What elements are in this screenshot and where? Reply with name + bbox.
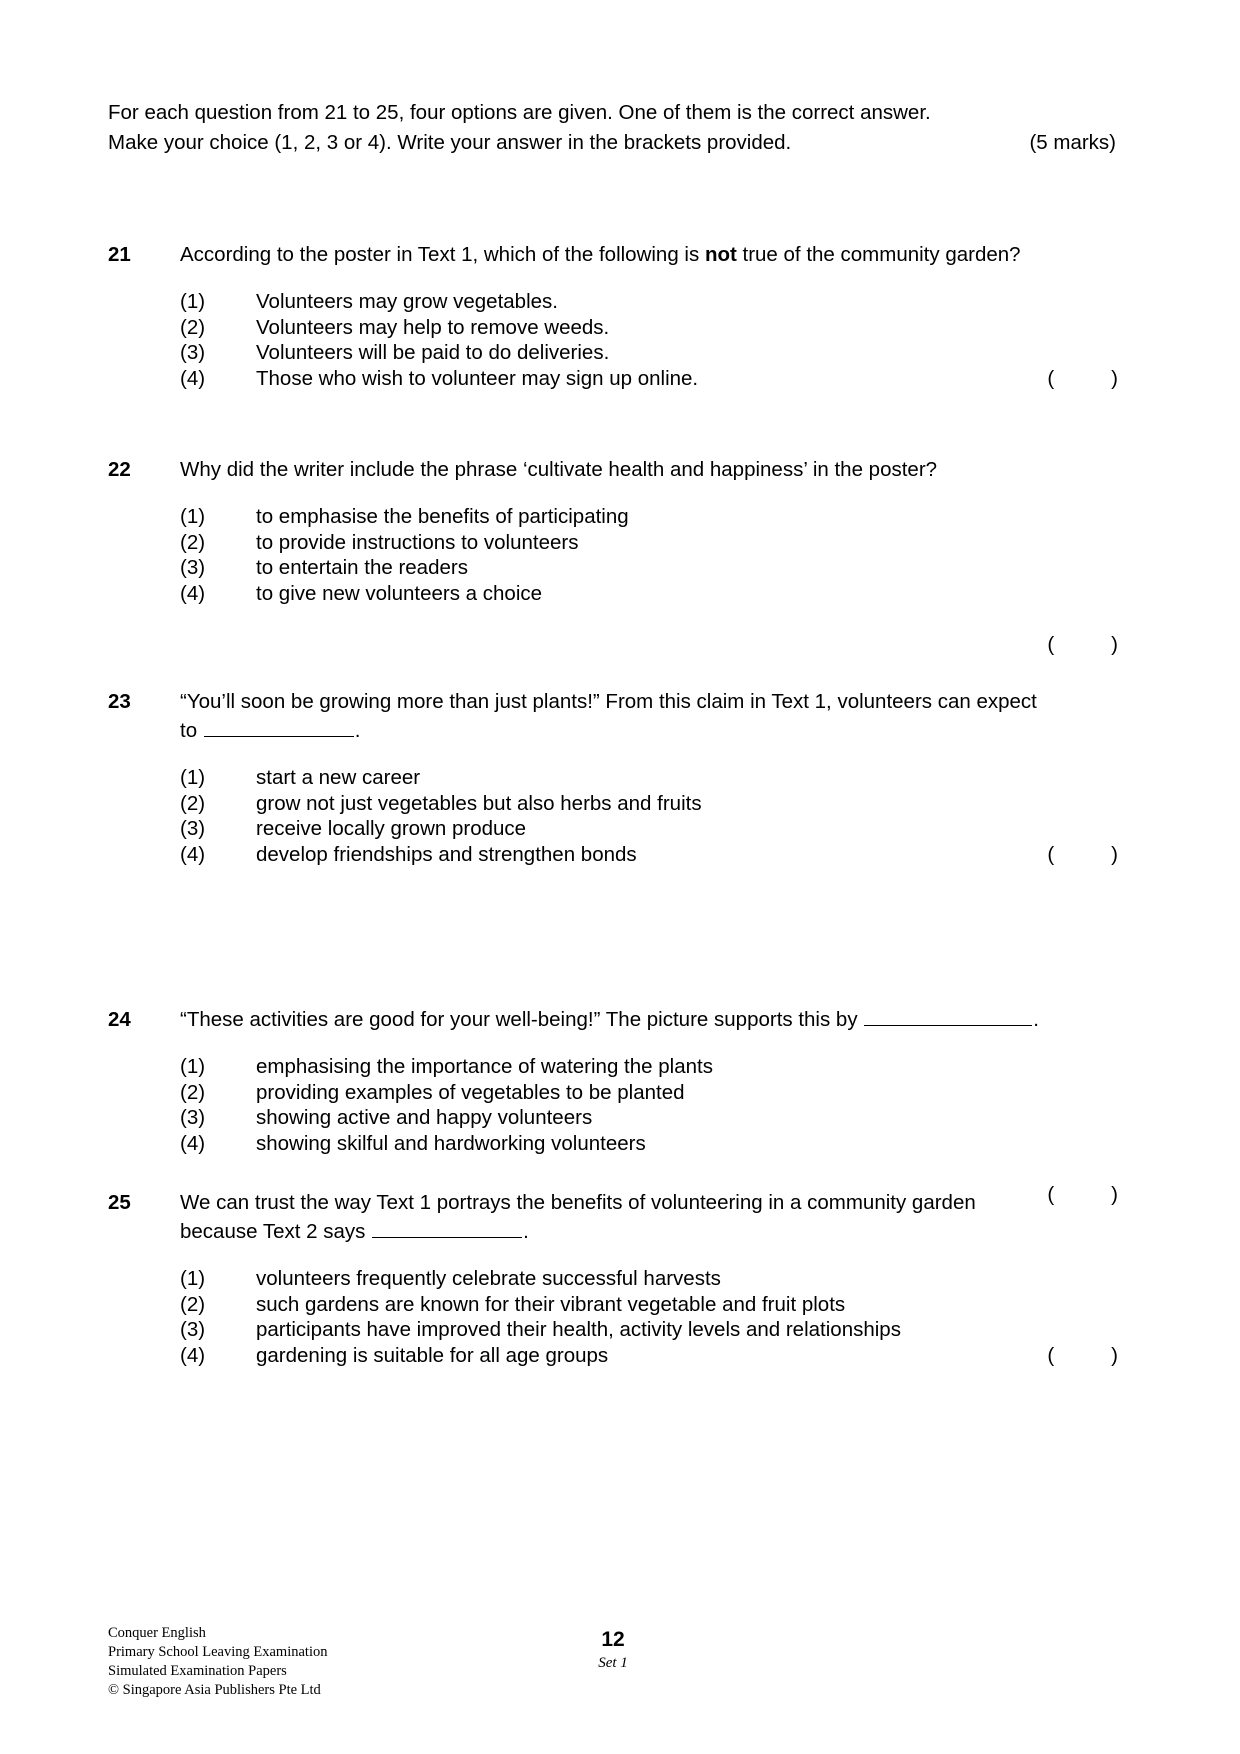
question-22-header xyxy=(108,455,1118,484)
question-21-stem-part-a: According to the poster in Text 1, which of the following is xyxy=(180,243,705,266)
option-row[interactable] xyxy=(180,1080,1118,1106)
option-label: (3) xyxy=(180,1318,206,1341)
question-24-number: 24 xyxy=(108,1008,131,1031)
footer-center-block xyxy=(108,1628,1118,1672)
option-label: (4) xyxy=(180,581,206,605)
option-text: to emphasise the benefits of participating xyxy=(256,505,629,528)
answer-bracket-25[interactable]: ( ) xyxy=(1047,1343,1118,1367)
marks-label: (5 marks) xyxy=(1029,131,1116,154)
question-25-stem-line-1: We can trust the way Text 1 portrays the benefits of volunteering in a community garden xyxy=(180,1191,976,1214)
question-23-stem-line-1: “You’ll soon be growing more than just plants!” From this claim in Text 1, volunteers can expect xyxy=(180,690,1037,713)
question-25-number: 25 xyxy=(108,1191,131,1214)
set-label: Set 1 xyxy=(598,1655,628,1671)
question-21-number: 21 xyxy=(108,243,131,266)
option-text: showing skilful and hardworking volunteers xyxy=(256,1131,646,1155)
option-label: (1) xyxy=(180,1055,206,1078)
answer-blank-24[interactable] xyxy=(864,1006,1032,1026)
instruction-line-2: Make your choice (1, 2, 3 or 4). Write your answer in the brackets provided. xyxy=(108,131,792,154)
question-21-stem-part-b: true of the community garden? xyxy=(736,243,1021,266)
option-label: (3) xyxy=(180,341,206,364)
option-text: Those who wish to volunteer may sign up online. xyxy=(256,366,699,390)
option-text: to give new volunteers a choice xyxy=(256,581,543,605)
option-row[interactable] xyxy=(180,555,1118,581)
option-text: Volunteers may help to remove weeds. xyxy=(256,315,610,339)
option-label: (1) xyxy=(180,766,206,789)
option-text: Volunteers will be paid to do deliveries. xyxy=(256,341,610,364)
question-21-stem xyxy=(180,240,1118,269)
question-21-options xyxy=(180,289,1118,391)
question-24-stem-after: . xyxy=(1033,1008,1039,1031)
question-23-stem-line-2-after: . xyxy=(354,719,361,742)
question-23-stem-line-2-before: to xyxy=(180,719,203,742)
option-label: (2) xyxy=(180,1292,206,1316)
question-25-options xyxy=(180,1266,1118,1368)
question-22 xyxy=(108,455,1118,656)
option-label: (1) xyxy=(180,505,206,528)
option-text: Volunteers may grow vegetables. xyxy=(256,290,558,313)
option-row[interactable] xyxy=(180,765,1118,791)
option-row[interactable] xyxy=(180,340,1118,366)
footer-copyright: © Singapore Asia Publishers Pte Ltd xyxy=(108,1682,321,1698)
option-text: volunteers frequently celebrate successful harvests xyxy=(256,1267,721,1290)
footer-exam-name: Primary School Leaving Examination xyxy=(108,1644,328,1660)
answer-bracket-23[interactable]: ( ) xyxy=(1047,842,1118,866)
question-24-stem-before: “These activities are good for your well-being!” The picture supports this by xyxy=(180,1008,864,1031)
option-row[interactable] xyxy=(180,816,1118,842)
option-row[interactable] xyxy=(180,366,1118,392)
option-row[interactable] xyxy=(180,1054,1118,1080)
page-number: 12 xyxy=(601,1628,625,1651)
option-label: (2) xyxy=(180,791,206,815)
option-label: (3) xyxy=(180,817,206,840)
question-23-stem xyxy=(180,687,1118,745)
answer-bracket-22[interactable]: ( ) xyxy=(1047,633,1118,656)
question-23-number: 23 xyxy=(108,690,131,713)
answer-bracket-21[interactable]: ( ) xyxy=(1047,366,1118,390)
footer-title: Conquer English xyxy=(108,1625,206,1641)
option-row[interactable] xyxy=(180,1317,1118,1343)
instructions-block xyxy=(108,98,1118,158)
option-row[interactable] xyxy=(180,504,1118,530)
option-label: (2) xyxy=(180,530,206,554)
option-label: (3) xyxy=(180,1106,206,1129)
option-text: start a new career xyxy=(256,766,421,789)
option-row[interactable] xyxy=(180,581,1118,607)
option-label: (2) xyxy=(180,315,206,339)
option-label: (4) xyxy=(180,842,206,866)
question-25-stem-line-2-before: because Text 2 says xyxy=(180,1220,372,1243)
option-row[interactable] xyxy=(180,315,1118,341)
option-row[interactable] xyxy=(180,1292,1118,1318)
question-21 xyxy=(108,240,1118,391)
option-label: (1) xyxy=(180,1267,206,1290)
question-25-stem-line-2-after: . xyxy=(523,1220,529,1243)
question-21-stem-emphasis: not xyxy=(704,243,737,266)
option-text: grow not just vegetables but also herbs and fruits xyxy=(256,791,702,815)
option-label: (1) xyxy=(180,290,206,313)
question-21-header xyxy=(108,240,1118,269)
question-25-stem xyxy=(180,1188,1118,1246)
option-row[interactable] xyxy=(180,530,1118,556)
question-23-options xyxy=(180,765,1118,867)
page-footer xyxy=(108,1624,1118,1754)
option-label: (2) xyxy=(180,1080,206,1104)
question-24-stem xyxy=(180,1005,1118,1034)
question-24-header xyxy=(108,1005,1118,1034)
question-25 xyxy=(108,1188,1118,1368)
option-row[interactable] xyxy=(180,1131,1118,1157)
question-25-header xyxy=(108,1188,1118,1246)
option-text: such gardens are known for their vibrant vegetable and fruit plots xyxy=(256,1292,846,1316)
option-row[interactable] xyxy=(180,1343,1118,1369)
option-label: (4) xyxy=(180,366,206,390)
answer-blank-23[interactable] xyxy=(204,717,354,737)
option-label: (4) xyxy=(180,1343,206,1367)
option-row[interactable] xyxy=(180,842,1118,868)
option-text: showing active and happy volunteers xyxy=(256,1106,593,1129)
option-text: to provide instructions to volunteers xyxy=(256,530,579,554)
question-22-options xyxy=(180,504,1118,656)
question-23 xyxy=(108,687,1118,867)
option-row[interactable] xyxy=(180,1266,1118,1292)
option-row[interactable] xyxy=(180,289,1118,315)
option-label: (4) xyxy=(180,1131,206,1155)
option-text: emphasising the importance of watering the plants xyxy=(256,1055,713,1078)
option-text: gardening is suitable for all age groups xyxy=(256,1343,609,1367)
answer-blank-25[interactable] xyxy=(372,1218,522,1238)
option-text: receive locally grown produce xyxy=(256,817,527,840)
answer-bracket-24[interactable]: ( ) xyxy=(1047,1183,1118,1206)
option-label: (3) xyxy=(180,556,206,579)
instruction-line-1: For each question from 21 to 25, four options are given. One of them is the correct answer. xyxy=(108,101,931,124)
question-22-number: 22 xyxy=(108,458,131,481)
option-text: to entertain the readers xyxy=(256,556,468,579)
question-23-header xyxy=(108,687,1118,745)
option-text: providing examples of vegetables to be planted xyxy=(256,1080,685,1104)
footer-series: Simulated Examination Papers xyxy=(108,1663,287,1679)
option-text: participants have improved their health, activity levels and relationships xyxy=(256,1318,901,1341)
option-row[interactable] xyxy=(180,1105,1118,1131)
option-row[interactable] xyxy=(180,791,1118,817)
question-22-stem: Why did the writer include the phrase ‘cultivate health and happiness’ in the poster? xyxy=(180,458,938,481)
instruction-line-2-row xyxy=(108,128,1116,158)
option-text: develop friendships and strengthen bonds xyxy=(256,842,637,866)
